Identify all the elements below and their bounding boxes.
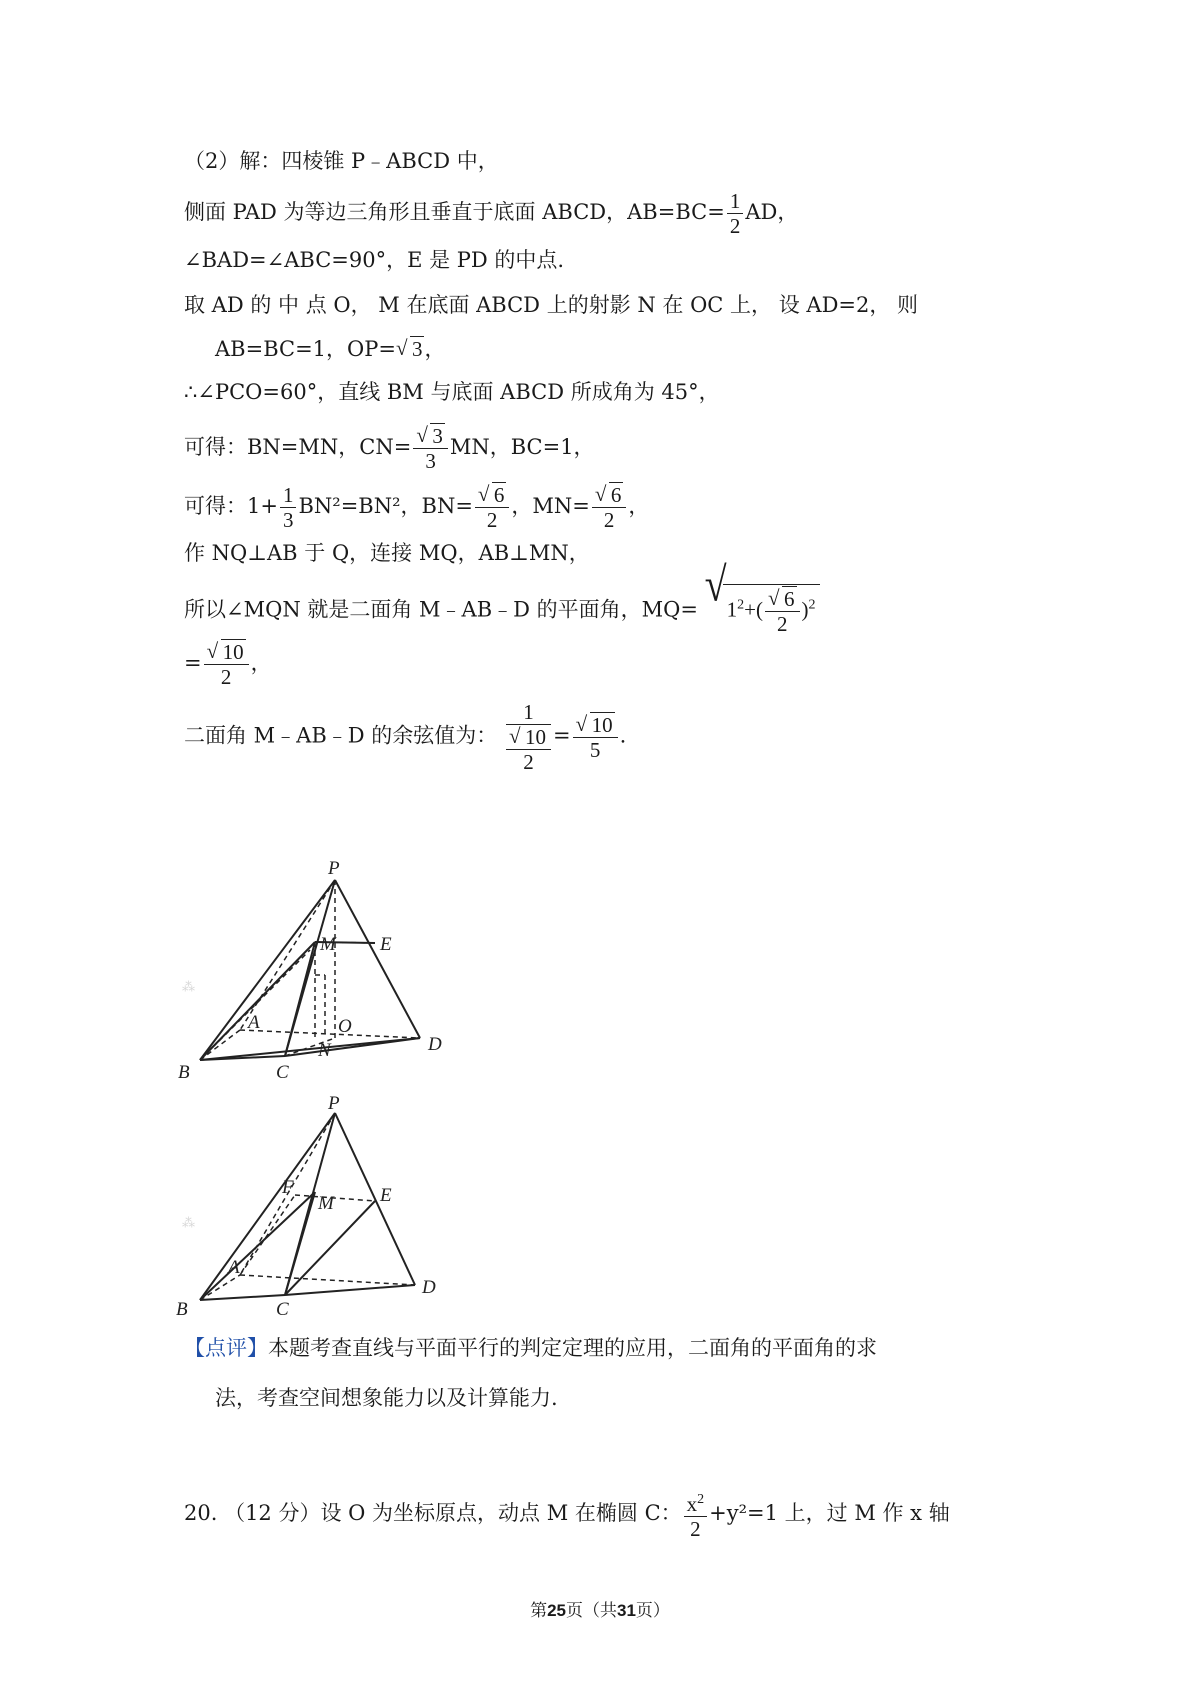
figure-pyramid-1: [170, 860, 470, 1080]
fig1-label-b: B: [178, 1062, 190, 1080]
line-5: AB=BC=1，OP=√ 3，: [215, 334, 445, 364]
fraction-half: $\frac{1}{2}$: [727, 189, 744, 238]
problem-20: 20. （12 分）设 O 为坐标原点，动点 M 在椭圆 C： $\frac{x^2}{2}$ +y²=1 上，过 M 作 x 轴: [184, 1488, 950, 1541]
figure-pyramid-2: [170, 1095, 460, 1315]
review-line-1: 【点评】本题考查直线与平面平行的判定定理的应用，二面角的平面角的求: [184, 1336, 877, 1360]
fig1-label-o: O: [338, 1016, 352, 1037]
fraction-x2-over-2: $\frac{x^2}{2}$: [684, 1488, 708, 1541]
fig1-label-c: C: [276, 1062, 289, 1080]
line-4: 取 AD 的 中 点 O， M 在底面 ABCD 上的射影 N 在 OC 上， 设 AD=2， 则: [184, 293, 919, 317]
line-9: 作 NQ⊥AB 于 Q，连接 MQ，AB⊥MN，: [184, 541, 590, 565]
fig2-label-e: E: [380, 1185, 392, 1206]
faint-watermark-1: ⁂: [182, 980, 195, 995]
fig2-label-b: B: [176, 1299, 188, 1315]
line-2: 侧面 PAD 为等边三角形且垂直于底面 ABCD，AB=BC= $\frac{1}{2}$ AD，: [184, 189, 799, 238]
review-line-2: 法，考查空间想象能力以及计算能力.: [215, 1386, 558, 1410]
fig2-label-d: D: [422, 1277, 436, 1298]
line-1: （2）解：四棱锥 P﹣ABCD 中，: [184, 149, 499, 173]
review-label: 【点评】: [184, 1336, 268, 1360]
fraction-sqrt3-over-3: √ $\frac{3}{3}$: [413, 424, 448, 473]
fig2-label-f: F: [282, 1177, 294, 1198]
fig2-label-c: C: [276, 1299, 289, 1315]
fig1-label-n: N: [318, 1040, 331, 1061]
fraction-mn: √ $\frac{6}{2}$: [592, 483, 627, 532]
line-8: 可得：1+ $\frac{1}{3}$ BN²=BN²，BN= √ $\frac{6}{2}$ ，MN= √ $\frac{6}{2}$ ，: [184, 483, 649, 532]
fraction-sqrt10-over-5: √ $\frac{10}{5}$: [573, 713, 618, 762]
line-3: ∠BAD=∠ABC=90°，E 是 PD 的中点.: [184, 248, 565, 272]
fraction-cosine: 1 √ $\frac{10}{2}$: [506, 700, 551, 774]
mq-formula: √ $1^2+$( √ $\frac{6}{2}$ )$^2$: [705, 584, 820, 636]
fig1-label-a: A: [248, 1012, 260, 1033]
sqrt-3: √ 3: [396, 334, 425, 364]
line-12: 二面角 M﹣AB﹣D 的余弦值为： 1 √ $\frac{10}{2}$ = √ $\frac{10}{5}$ .: [184, 700, 626, 774]
page-footer: 第25页（共31页）: [530, 1601, 670, 1621]
fraction-sqrt10-over-2: √ $\frac{10}{2}$: [204, 640, 249, 689]
fig2-label-p: P: [328, 1095, 340, 1114]
fig1-label-p: P: [328, 860, 340, 879]
line-6: ∴∠PCO=60°，直线 BM 与底面 ABCD 所成角为 45°，: [184, 380, 720, 404]
line-10: 所以∠MQN 就是二面角 M﹣AB﹣D 的平面角，MQ= √ $1^2+$( √ $\frac{6}{2}$ )$^2$: [184, 584, 820, 636]
fig2-label-a: A: [228, 1257, 240, 1278]
fig1-label-m: M: [320, 934, 336, 955]
fig2-label-m: M: [318, 1193, 334, 1214]
fraction-one-third: $\frac{1}{3}$: [280, 483, 297, 532]
fraction-bn: √ $\frac{6}{2}$: [475, 483, 510, 532]
faint-watermark-2: ⁂: [182, 1216, 195, 1231]
line-11: = √ $\frac{10}{2}$ ，: [184, 640, 272, 689]
fig1-label-d: D: [428, 1034, 442, 1055]
fig1-label-e: E: [380, 934, 392, 955]
line-7: 可得：BN=MN，CN= √ $\frac{3}{3}$ MN，BC=1，: [184, 424, 595, 473]
